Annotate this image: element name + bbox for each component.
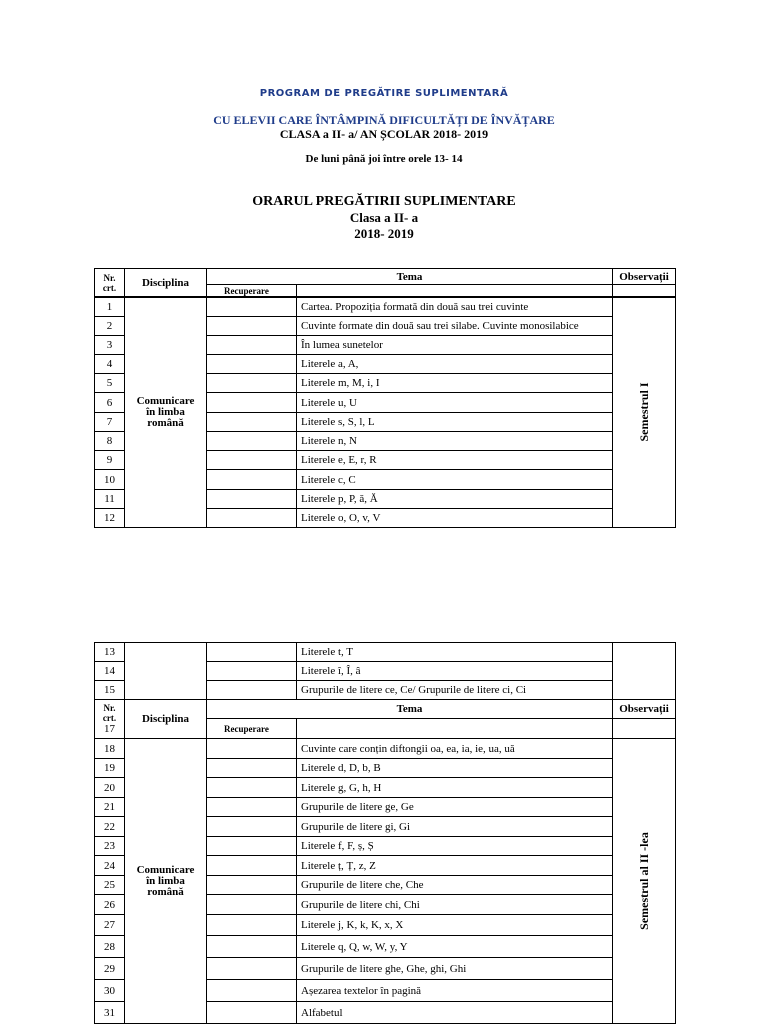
schedule-table-semester-1 — [94, 268, 676, 298]
row-number: 28 — [95, 936, 125, 958]
row-number: 27 — [95, 915, 125, 936]
program-subtitle: CU ELEVII CARE ÎNTÂMPINĂ DIFICULTĂȚI DE ÎNVĂȚARE — [213, 113, 555, 127]
row-number: 20 — [95, 778, 125, 798]
tema-cell: Cartea. Propoziția formată din două sau trei cuvinte — [297, 297, 613, 317]
recuperare-cell — [207, 817, 297, 837]
program-title: PROGRAM DE PREGĂTIRE SUPLIMENTARĂ — [259, 88, 509, 99]
tema-cell: Literele ț, Ț, z, Z — [297, 856, 613, 876]
row-number: 21 — [95, 798, 125, 817]
row-number: 26 — [95, 895, 125, 915]
schedule-table-semester-2-top — [94, 642, 676, 700]
recuperare-cell — [207, 895, 297, 915]
tema-cell: Literele s, S, l, L — [297, 413, 613, 432]
tema-header-2: Tema — [207, 700, 613, 719]
semester-cell — [613, 739, 676, 1024]
schedule-table-semester-1-body — [94, 296, 676, 528]
orar-title: ORARUL PREGĂTIRII SUPLIMENTARE — [252, 194, 516, 209]
row-number: 31 — [95, 1002, 125, 1024]
recuperare-cell — [207, 470, 297, 490]
row-number: 22 — [95, 817, 125, 837]
row-number: 15 — [95, 681, 125, 700]
row-number: 8 — [95, 432, 125, 451]
disciplina-cell: Comunicare în limba română — [125, 739, 207, 1024]
row-number: 13 — [95, 643, 125, 662]
tema-cell: Grupurile de litere che, Che — [297, 876, 613, 895]
tema-cell: Literele j, K, k, K, x, X — [297, 915, 613, 936]
tema-cell: Literele n, N — [297, 432, 613, 451]
tema-cell: Grupurile de litere chi, Chi — [297, 895, 613, 915]
recuperare-cell — [207, 297, 297, 317]
tema-cell: Literele u, U — [297, 393, 613, 413]
tema-cell: Literele d, D, b, B — [297, 759, 613, 778]
semester-cell — [613, 297, 676, 528]
nr-crt-header: Nr. crt. — [95, 269, 125, 298]
tema-cell: Literele p, P, ă, Ă — [297, 490, 613, 509]
row-number: 25 — [95, 876, 125, 895]
row-number: 12 — [95, 509, 125, 528]
tema-cell: Grupurile de litere gi, Gi — [297, 817, 613, 837]
row-number: 5 — [95, 374, 125, 393]
table-row — [95, 643, 676, 662]
recuperare-cell — [207, 759, 297, 778]
recuperare-cell — [207, 509, 297, 528]
recuperare-cell — [207, 643, 297, 662]
row-number: 2 — [95, 317, 125, 336]
row-number: 14 — [95, 662, 125, 681]
recuperare-cell — [207, 451, 297, 470]
tema-cell: Alfabetul — [297, 1002, 613, 1024]
recuperare-cell — [207, 490, 297, 509]
row-number: 4 — [95, 355, 125, 374]
disciplina-header: Disciplina — [125, 269, 207, 298]
schedule-table-semester-2-body — [94, 738, 676, 1024]
tema-cell: Literele g, G, h, H — [297, 778, 613, 798]
row-number: 18 — [95, 739, 125, 759]
row-number: 24 — [95, 856, 125, 876]
row-number: 19 — [95, 759, 125, 778]
row-number: 29 — [95, 958, 125, 980]
recuperare-cell — [207, 681, 297, 700]
tema-cell: Literele m, M, i, I — [297, 374, 613, 393]
recuperare-cell — [207, 739, 297, 759]
recuperare-cell — [207, 958, 297, 980]
recuperare-cell — [207, 856, 297, 876]
orar-year: 2018- 2019 — [354, 226, 414, 241]
row-number: 23 — [95, 837, 125, 856]
tema-cell: Literele e, E, r, R — [297, 451, 613, 470]
row-number: 6 — [95, 393, 125, 413]
nr-crt-header-2: Nr. crt. 17 — [95, 700, 125, 739]
observatii-header: Observații — [613, 269, 676, 285]
table-header-row — [95, 269, 676, 285]
recuperare-cell — [207, 432, 297, 451]
recuperare-cell — [207, 317, 297, 336]
row-number: 11 — [95, 490, 125, 509]
recuperare-cell — [207, 393, 297, 413]
recuperare-cell — [207, 413, 297, 432]
orar-class: Clasa a II- a — [349, 210, 419, 225]
recuperare-cell — [207, 798, 297, 817]
tema-cell: Literele a, A, — [297, 355, 613, 374]
tema-cell: Grupurile de litere ghe, Ghe, ghi, Ghi — [297, 958, 613, 980]
row-number: 10 — [95, 470, 125, 490]
semester-label: Semestrul al II -lea — [637, 832, 651, 930]
recuperare-cell — [207, 1002, 297, 1024]
recuperare-cell — [207, 936, 297, 958]
tema-cell: Literele f, F, ș, Ș — [297, 837, 613, 856]
recuperare-cell — [207, 374, 297, 393]
recuperare-cell — [207, 778, 297, 798]
disciplina-cell: Comunicare în limba română — [125, 297, 207, 528]
recuperare-cell — [207, 980, 297, 1002]
disciplina-header-2: Disciplina — [125, 700, 207, 739]
class-year: CLASA a II- a/ AN ȘCOLAR 2018- 2019 — [279, 127, 489, 141]
schedule-text: De luni până joi între orele 13- 14 — [305, 153, 463, 165]
tema-cell: Cuvinte formate din două sau trei silabe. Cuvinte monosilabice — [297, 317, 613, 336]
tema-cell: Grupurile de litere ce, Ce/ Grupurile de litere ci, Ci — [297, 681, 613, 700]
row-number: 9 — [95, 451, 125, 470]
recuperare-cell — [207, 336, 297, 355]
tema-header: Tema — [207, 269, 613, 285]
tema-cell: În lumea sunetelor — [297, 336, 613, 355]
recuperare-cell — [207, 915, 297, 936]
recuperare-header-2: Recuperare — [207, 719, 297, 739]
tema-cell: Literele q, Q, w, W, y, Y — [297, 936, 613, 958]
recuperare-cell — [207, 837, 297, 856]
row-number: 30 — [95, 980, 125, 1002]
tema-cell: Literele o, O, v, V — [297, 509, 613, 528]
tema-cell: Literele î, Î, â — [297, 662, 613, 681]
table-row — [95, 297, 676, 317]
recuperare-header: Recuperare — [207, 285, 297, 298]
schedule-table-semester-2-header — [94, 699, 676, 739]
semester-label: Semestrul I — [637, 382, 651, 442]
recuperare-cell — [207, 662, 297, 681]
row-number: 7 — [95, 413, 125, 432]
row-number: 1 — [95, 297, 125, 317]
tema-cell: Literele c, C — [297, 470, 613, 490]
tema-cell: Așezarea textelor în pagină — [297, 980, 613, 1002]
tema-cell: Literele t, T — [297, 643, 613, 662]
tema-cell: Grupurile de litere ge, Ge — [297, 798, 613, 817]
recuperare-cell — [207, 876, 297, 895]
table-row — [95, 739, 676, 759]
recuperare-cell — [207, 355, 297, 374]
row-number: 3 — [95, 336, 125, 355]
tema-cell: Cuvinte care conțin diftongii oa, ea, ia, ie, ua, uă — [297, 739, 613, 759]
observatii-header-2: Observații — [613, 700, 676, 719]
